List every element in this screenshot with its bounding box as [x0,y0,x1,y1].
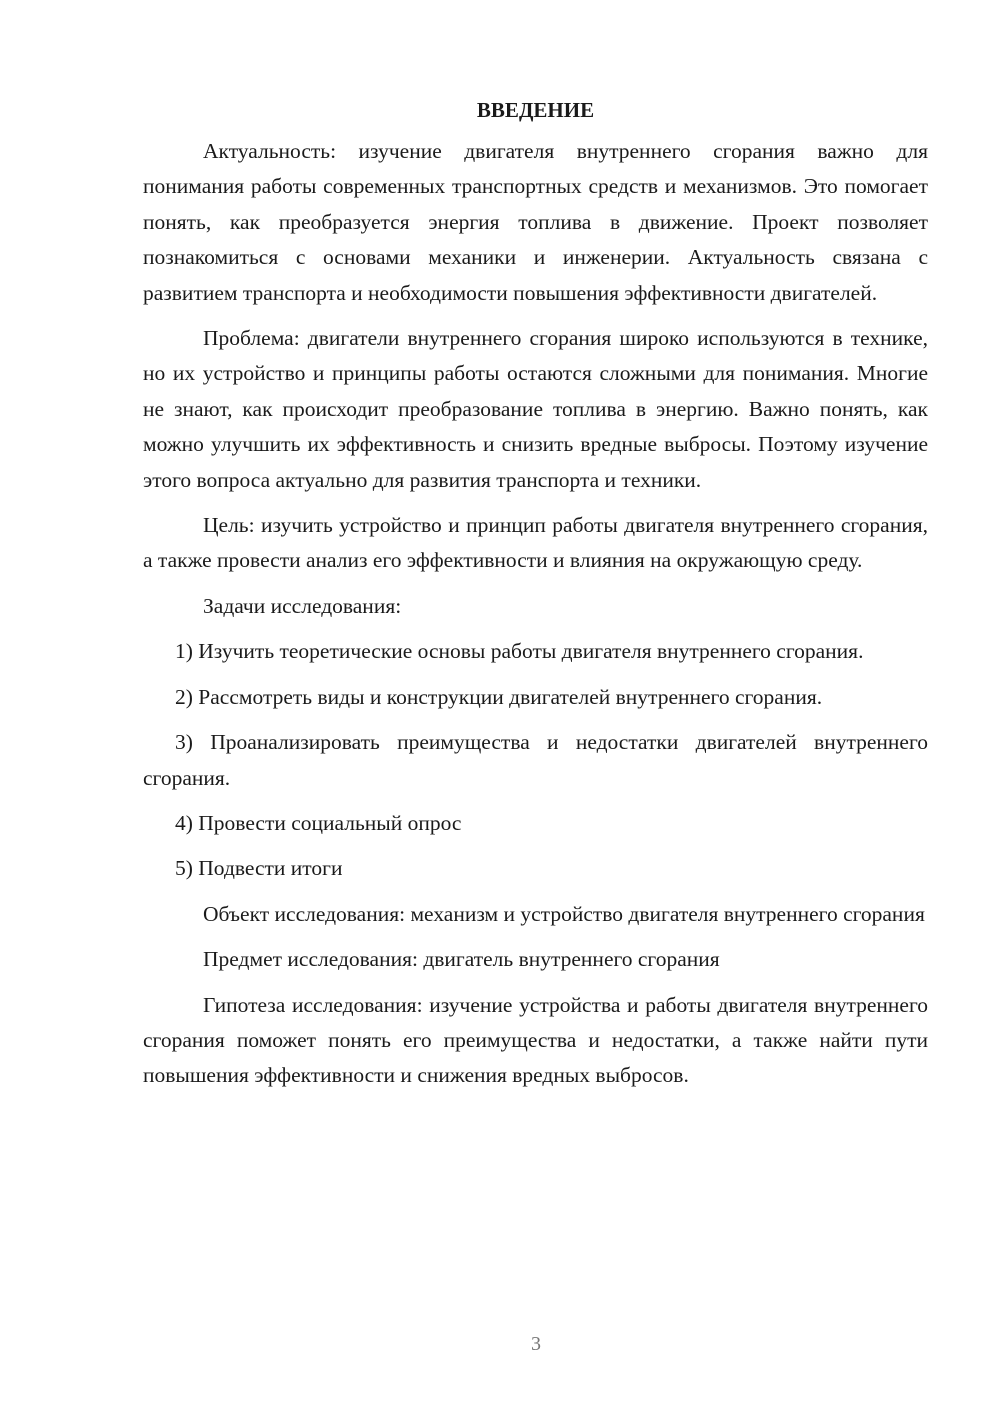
problem-paragraph: Проблема: двигатели внутреннего сгорания широко используются в технике, но их устройство и принципы работы остаются сложными для понимания. Многие не знают, как происходит преобразование топлива в энергию. Важно понять, как можно улучшить их эффективность и снизить вредные выбросы. Поэтому изучение этого вопроса актуально для развития транспорта и техники. [143,326,928,492]
document-page [143,92,928,1104]
task-item: 3) Проанализировать преимущества и недостатки двигателей внутреннего сгорания. [143,730,928,790]
relevance-paragraph: Актуальность: изучение двигателя внутреннего сгорания важно для понимания работы современных транспортных средств и механизмов. Это помогает понять, как преобразуется энергия топлива в движение. Проект позволяет познакомиться с основами механики и инженерии. Актуальность связана с развитием транспорта и необходимости повышения эффективности двигателей. [143,139,928,305]
object-paragraph: Объект исследования: механизм и устройство двигателя внутреннего сгорания [203,901,925,926]
goal-paragraph: Цель: изучить устройство и принцип работы двигателя внутреннего сгорания, а также провести анализ его эффективности и влияния на окружающую среду. [143,513,928,573]
task-item: 1) Изучить теоретические основы работы двигателя внутреннего сгорания. [175,639,864,664]
page-number: 3 [531,1333,541,1355]
task-item: 5) Подвести итоги [175,856,343,881]
task-item: 4) Провести социальный опрос [175,810,462,835]
hypothesis-paragraph: Гипотеза исследования: изучение устройства и работы двигателя внутреннего сгорания поможет понять его преимущества и недостатки, а также найти пути повышения эффективности и снижения вредных выбросов. [143,992,928,1088]
subject-paragraph: Предмет исследования: двигатель внутреннего сгорания [203,947,720,972]
tasks-heading: Задачи исследования: [203,593,402,618]
task-item: 2) Рассмотреть виды и конструкции двигателей внутреннего сгорания. [175,684,823,709]
section-title: ВВЕДЕНИЕ [476,98,595,122]
